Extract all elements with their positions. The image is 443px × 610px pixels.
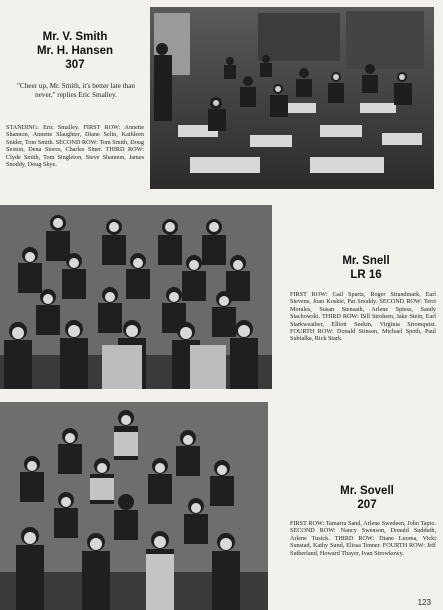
teacher-name: Mr. H. Hansen [36, 45, 114, 57]
room-number: 307 [65, 59, 85, 71]
page-number: 123 [417, 598, 431, 607]
section-2-caption: FIRST ROW: Gail Spartz, Roger Strandmark, Earl Stevens, Joan Koskie, Pat Snoddy. SECOND ROW: Terri Morales, Susan Stensath, Arlene Spiess, Sandy Stachowski. THIRD ROW: Bill Strohem, Jake Stein, Earl Starkweather, Elliott Seekin, Virginia Stromquist. FOURTH ROW: Donald Stinson, Michael Spoth, Paul Subialka, Rick Stark. [290, 291, 436, 343]
room-number: 207 [357, 499, 377, 511]
teacher-name: Mr. Snell [342, 255, 390, 267]
class-photo-snell [0, 205, 272, 389]
section-1-quote: "Cheer up, Mr. Smith, it's better late than never," replies Eric Smalley. [16, 82, 135, 99]
section-3-caption: FIRST ROW: Tamarra Sand, Arlene Swedeen, John Tapio. SECOND ROW: Nancy Swenson, Donald Sudduth, Arlene Tusick. THIRD ROW: Diane Luoma, Vicki Sunstad, Kathy Sund, Elissa Tenner. FOURTH ROW: Jeff Sutherland, Howard Thayer, Ivan Strowkowy. [290, 520, 436, 557]
section-1-title [6, 30, 144, 72]
class-photo-sovell [0, 402, 268, 610]
classroom-photo [150, 7, 434, 189]
teacher-name: Mr. V. Smith [42, 31, 108, 43]
section-1-caption: STANDING: Eric Smalley. FIRST ROW: Annette Shannon, Annette Slaughter, Diane Selin, Kathleen Snider, Tom Smith. SECOND ROW: Tom Smith, Doug Sexton, Dena Stores, Charles Siner. THIRD ROW: Clyde Smith, Tom Singleton, Steve Shannon, James Snoddy, Doug Skye. [6, 124, 144, 169]
teacher-name: Mr. Sovell [340, 485, 394, 497]
section-2-title [300, 254, 432, 282]
section-3-title [302, 484, 432, 512]
room-number: LR 16 [350, 269, 382, 281]
